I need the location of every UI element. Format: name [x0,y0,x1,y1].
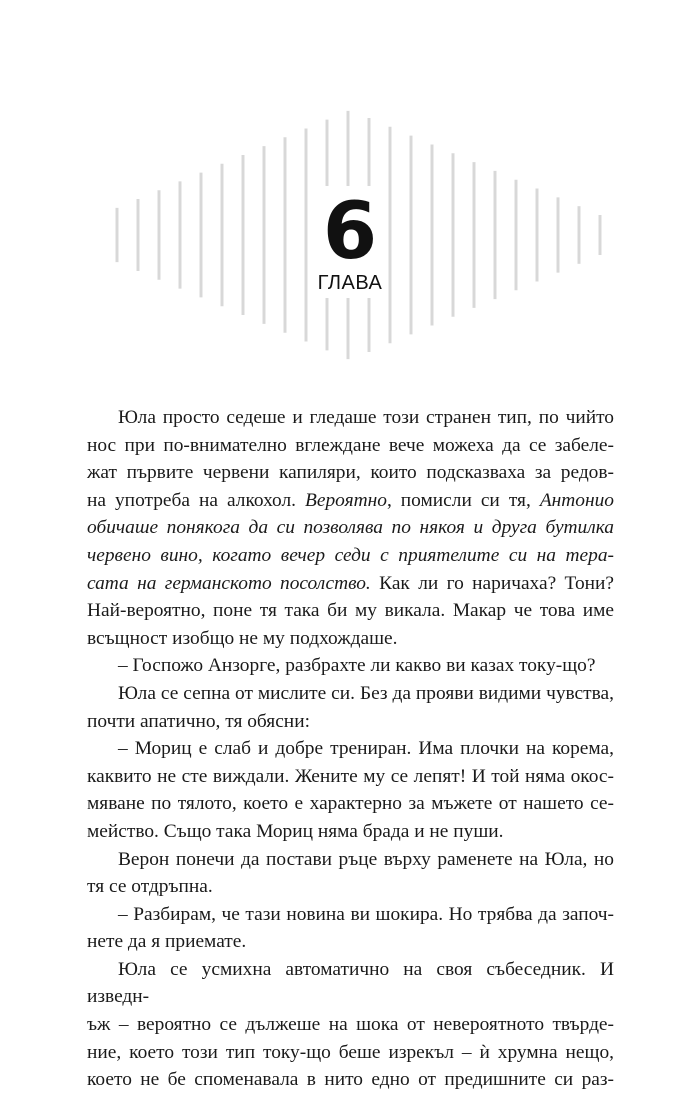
text: на употреба на алкохол. [87,489,306,511]
paragraph [87,901,614,956]
text: което не бе споменавала в нито едно от предишните си раз- [87,1069,614,1091]
text: почти апатично, тя обясни: [87,710,310,732]
text-line [87,873,614,901]
italic-text: сата на германското посолство. [87,572,371,594]
paragraph [87,956,614,1094]
text-line [87,735,614,763]
text-line [87,708,614,736]
text-line [87,790,614,818]
italic-text: Антонио [539,489,614,511]
text: – Разбирам, че тази новина ви шокира. Но трябва да започ- [118,903,614,925]
text-line [87,763,614,791]
text: Юла се усмихна автоматично на своя събеседник. И изведн- [87,958,614,1008]
text: – Госпожо Анзорге, разбрахте ли какво ви казах току-що? [118,655,596,677]
text-line [87,459,614,487]
text: – Мориц е слаб и добре трениран. Има плочки на корема, [118,738,614,760]
text: Най-вероятно, поне тя така би му викала. Макар че това име [87,600,614,622]
text: Как ли го наричаха? Тони? [370,572,615,594]
text-line [87,818,614,846]
italic-text: обичаше понякога да си позволява по някоя и друга бутилка [87,517,614,539]
text-line [87,487,614,515]
text-line [87,514,614,542]
text-line [87,680,614,708]
text: мейство. Също така Мориц няма брада и не пуши. [87,820,504,842]
chapter-label: ГЛАВА [317,272,383,294]
text: ние, което този тип току-що беше изрекъл – ѝ хрумна нещо, [87,1041,614,1063]
paragraph [87,846,614,901]
text: тя се отдръпна. [87,876,213,898]
text: жат първите червени капиляри, които подсказваха за редов- [87,462,614,484]
text-line [87,404,614,432]
text-line [87,432,614,460]
text: , помисли си тя, [386,489,540,511]
text-line [87,625,614,653]
text-line [87,1011,614,1039]
text-line [87,956,614,1011]
text-line [87,1039,614,1067]
paragraph [87,404,614,652]
paragraph [87,735,614,845]
text-line [87,901,614,929]
text: нете да я приемате. [87,931,247,953]
chapter-number: 6 [322,187,378,277]
text: Юла се сепна от мислите си. Без да прояви видими чувства, [118,682,614,704]
text: ъж – вероятно се дължеше на шока от невероятното твърде- [87,1014,614,1036]
text-line [87,846,614,874]
text-line [87,542,614,570]
paragraph [87,680,614,735]
text-line [87,928,614,956]
paragraph [87,652,614,680]
text: всъщност изобщо не му подхождаше. [87,627,398,649]
italic-text: червено вино, когато вечер седи с приятелите си на тера- [87,544,614,566]
text-line [87,652,614,680]
text: нос при по-внимателно вглеждане вече можеха да се забеле- [87,434,614,456]
text: мяване по тялото, което е характерно за мъжете от нашето се- [87,793,614,815]
body-text [87,404,614,1094]
text-line [87,597,614,625]
text-line [87,570,614,598]
italic-text: Вероятно [305,489,387,511]
text: Верон понечи да постави ръце върху раменете на Юла, но [118,848,614,870]
text: каквито не сте виждали. Жените му се лепят! И той няма окос- [87,765,614,787]
text: Юла просто седеше и гледаше този странен тип, по чийто [118,407,614,428]
text-line [87,1066,614,1094]
